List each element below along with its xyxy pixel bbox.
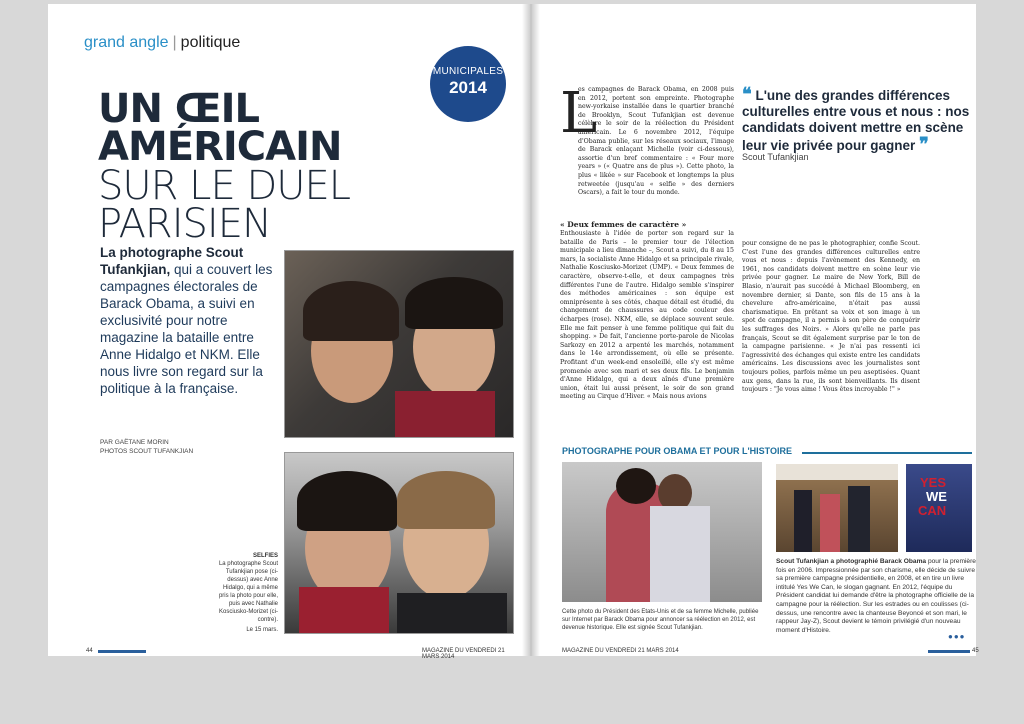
drop-cap: L [560,81,598,146]
body-col-1: Enthousiaste à l'idée de porter son regard sur la bataille de Paris – le premier tour de l'élection municipale a lieu dimanche –, Scout a suivi, du 8 au 15 mars, la socialiste Anne Hidalgo et sa principale rivale, Nathalie Kosciusko-Morizet (UMP). « Deux femmes de caractère, observe-t-elle, et deux campagnes très différentes l'une de l'autre. Hidalgo semble s'inspirer des méthodes américaines : son équipe est omniprésente à ses côtés, chaque détail est étudié, du changement de chaussures au code couleur des écharpes (rose). NKM, elle, se déplace souvent seule. Elle me fait penser à une femme politique qui fait du shopping. » De fait, l'ancienne porte-parole de Nicolas Sarkozy en 2012 a arpenté les marchés, notamment dans le 14e arrondissement, où elle se présente. Profitant d'un week-end ensoleillé, elle s'y est même promenée avec son mari et ses deux fils. Le benjamin d'Anne Hidalgo, qui a deux aînés d'une première union, était lui aussi présent, le soir de son grand meeting au Cirque d'Hiver. « Mais nous avions [560,230,734,401]
red-scarf [299,587,389,633]
ceiling-light [776,464,898,480]
selfies-caption-text: La photographe Scout Tufankjian pose (ci-dessus) avec Anne Hidalgo, qui a même pris la photo pour elle, puis avec Nathalie Kosciusko-Morizet (ci-contre). [218,561,278,623]
folio-bar-left [98,650,146,653]
headline-line-1: UN ŒIL [98,86,259,132]
folio-left: MAGAZINE DU VENDREDI 21 MARS 2014 [422,648,505,660]
obama-photo-caption: Cette photo du Président des Etats-Unis et de sa femme Michelle, publiée sur Internet par Barack Obama pour annoncer sa réélection en 2012, est devenue historique. Elle est signée Scout Tufankjian. [562,609,759,631]
subheading: « Deux femmes de caractère » [560,220,687,229]
figure-1 [794,490,812,552]
figure-2 [820,494,840,552]
byline-author: PAR GAËTANE MORIN [100,439,169,446]
pull-quote [742,86,972,154]
badge-year: 2014 [449,78,487,97]
michelle-hair [616,468,656,504]
body-col-2: pour consigne de ne pas le photographier, confie Scout. C'est l'une des grandes différences culturelles entre vous et nous : depuis l'avènement des Kennedy, en 1961, nos candidats doivent mettre en scène leur vie privée pour gagner. Le maire de New York, Bill de Blasio, n'aurait pas succédé à Michael Bloomberg, en novembre dernier, si Dante, son fils de 15 ans à la chevelure afro-américaine, n'était pas aussi charismatique. En prêtant sa voix et son image à un spot de campagne, il a permis à son père de conquérir les suffrages des Noirs. » Alors qu'elle ne parle pas français, Scout se dit également surprise par le ton de la campagne parisienne. « Je n'ai pas ressenti ici l'agressivité des échanges qui existe entre les candidats américains. Les discussions avec les journalistes sont toujours polies, parfois même un peu aseptisées. Quant aux gens, dans la rue, ils sont bienveillants. Ils disent toujours : "Je vous aime ! Vous êtes incroyable !" » [742,240,920,394]
selfies-caption-title: SELFIES [252,553,278,559]
book-title-1: YES [920,475,947,490]
caption-text: pour la première fois en 2006. Impressionnée par son charisme, elle décide de suivre sa première campagne présidentielle, en 2008, et en tire un livre intitulé Yes We Can, le slogan gagnant. En 2012, l'équipe du Président candidat lui demande d'être la photographe officielle de la campagne pour la réélection. Sur les estrades ou en coulisses (ci-dessus, une rencontre avec la chanteuse Beyoncé et son mari, le rappeur Jay-Z), Scout devient le témoin privilégié d'un nouveau moment d'Histoire. [776,558,976,634]
quote-close-icon: ❞ [919,134,929,154]
folio-right: MAGAZINE DU VENDREDI 21 MARS 2014 [562,648,679,654]
quote-open-icon: ❝ [742,84,752,104]
headline-line-4: PARISIEN [98,201,271,247]
rubric-grand-angle: grand angle [84,34,169,51]
section-title-rule [802,452,972,454]
hair-right [405,277,503,329]
folio-bar-right [928,650,970,653]
body-col-1-intro: es campagnes de Barack Obama, en 2008 puis en 2012, portent son empreinte. Photographe new-yorkaise installée dans le quartier branché de Brooklyn, Scout Tufankjian est devenue célèbre le soir de la réélection du Président américain. Le 6 novembre 2012, l'équipe d'Obama publie, sur les réseaux sociaux, l'image de Barack enlaçant Michelle (voir ci-dessous), assortie d'un bref commentaire : « Four more years » (« Quatre ans de plus »). Cette photo, la plus « likée » sur Facebook et longtemps la plus retweetée (jusqu'au « selfie » des derniers Oscars), a fait le tour du monde. [578,86,734,197]
caption-bold: Scout Tufankjian a photographié Barack Obama [776,558,927,565]
book-title-3: CAN [918,503,947,518]
book-title-2: WE [926,489,947,504]
headline-line-3: SUR LE DUEL [98,163,351,209]
byline [100,438,193,456]
rubric-separator: | [172,34,177,51]
red-scarf [395,391,495,437]
hair-left [303,281,399,341]
hair-left [297,471,397,531]
section-rubric [84,34,240,52]
right-page [540,4,979,656]
obama-embrace-photo [562,462,762,602]
left-page [48,4,522,660]
yes-we-can-book-cover [906,464,972,552]
page-number-right: 45 [972,648,979,654]
selfie-photo-hidalgo [284,250,514,438]
selfie-photo-nkm [284,452,514,634]
page-number-left: 44 [86,648,93,654]
section-title: PHOTOGRAPHE POUR OBAMA ET POUR L'HISTOIRE [562,446,792,456]
standfirst [100,244,280,397]
obama-career-caption [776,558,976,635]
municipales-badge [430,46,506,122]
dark-coat [397,593,507,633]
standfirst-text: qui a couvert les campagnes électorales de Barack Obama, a suivi en exclusivité pour notre magazine la bataille entre Anne Hidalgo et NKM. Elle nous livre son regard sur la politique à la française. [100,262,273,396]
headline-line-2: AMÉRICAIN [98,124,342,170]
hair-right [397,471,495,529]
standfirst-bold: La photographe Scout Tufankjian, [100,245,244,277]
page-gutter [522,4,540,656]
pull-quote-author: Scout Tufankjian [742,152,809,162]
badge-label: MUNICIPALES [432,66,504,77]
byline-photos: PHOTOS SCOUT TUFANKJIAN [100,448,194,455]
selfies-caption-date: Le 15 mars. [246,627,278,633]
pull-quote-text: L'une des grandes différences culturelles entre vous et nous : nos candidats doivent mettre en scène leur vie privée pour gagner [742,88,970,153]
rubric-politique: politique [180,34,241,51]
selfies-caption [218,552,278,634]
figure-3 [848,486,870,552]
obama-shirt [650,506,710,602]
end-dots-icon: ●●● [948,632,966,641]
backstage-photo [776,464,898,552]
